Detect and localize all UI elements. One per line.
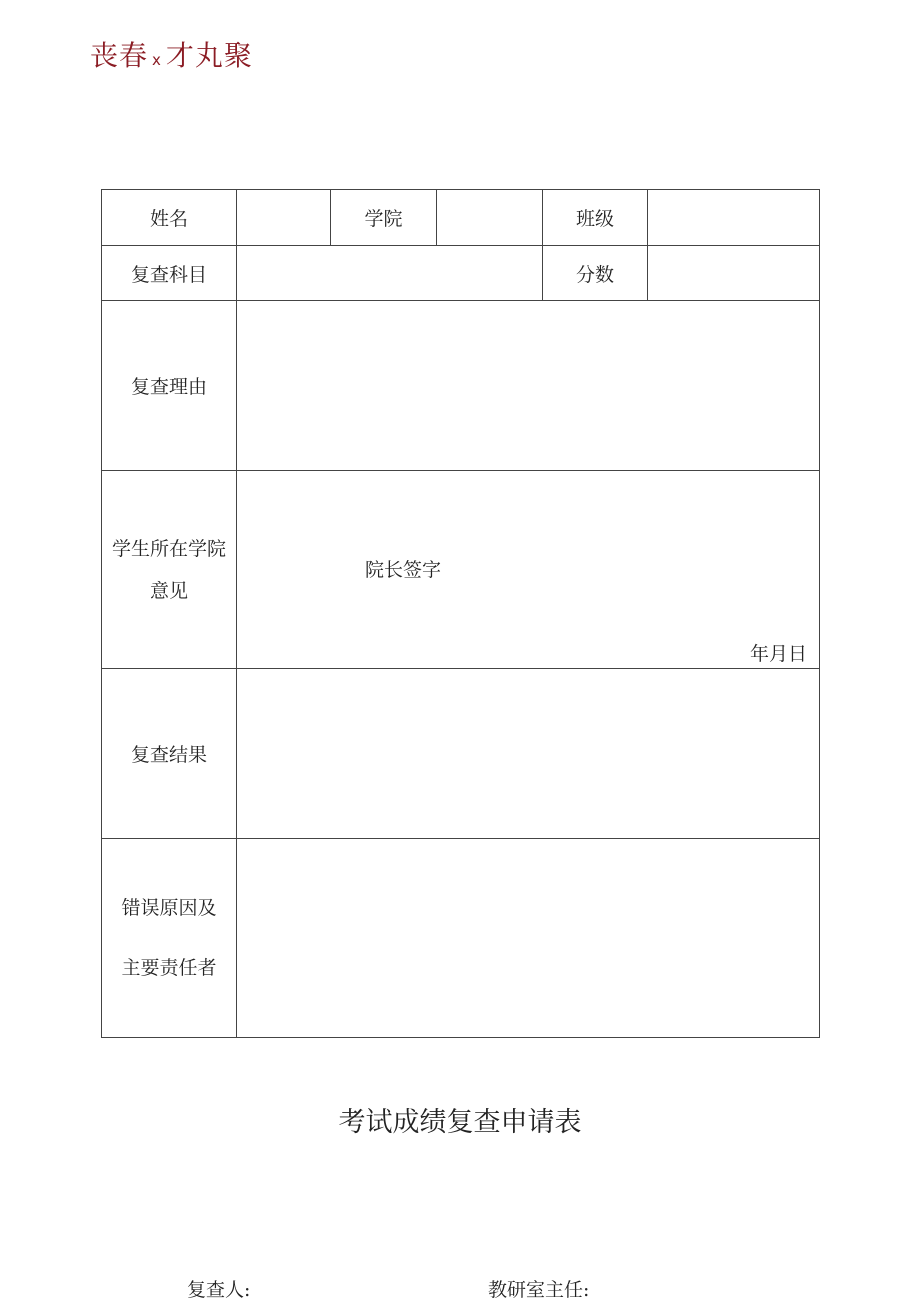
row-error xyxy=(102,839,820,1038)
date-label: 年月日 xyxy=(749,643,807,665)
row-subject xyxy=(102,246,820,301)
score-field[interactable] xyxy=(648,246,820,301)
form-title: 考试成绩复查申请表 xyxy=(338,1107,582,1138)
reviewer-label: 复查人: xyxy=(187,1279,251,1301)
logo-text-mid: x xyxy=(152,51,162,69)
error-field[interactable] xyxy=(237,839,820,1038)
error-label-line2: 主要责任者 xyxy=(121,957,217,979)
row-result xyxy=(102,669,820,839)
opinion-field[interactable] xyxy=(237,471,820,669)
name-field[interactable] xyxy=(237,190,331,246)
class-field[interactable] xyxy=(648,190,820,246)
result-field[interactable] xyxy=(237,669,820,839)
reason-label: 复查理由 xyxy=(102,301,237,471)
name-label: 姓名 xyxy=(102,190,237,246)
opinion-label-line2: 意见 xyxy=(149,579,188,602)
subject-field[interactable] xyxy=(237,246,543,301)
row-basic-info xyxy=(102,190,820,246)
error-label xyxy=(102,839,237,1038)
opinion-label-line1: 学生所在学院 xyxy=(111,537,226,560)
class-label: 班级 xyxy=(543,190,648,246)
dean-sign-label: 院长签字 xyxy=(365,559,442,581)
score-label: 分数 xyxy=(543,246,648,301)
subject-label: 复查科目 xyxy=(102,246,237,301)
college-label: 学院 xyxy=(331,190,437,246)
header-logo xyxy=(90,34,253,74)
opinion-label xyxy=(102,471,237,669)
logo-text-1: 丧春 xyxy=(90,39,149,72)
reason-field[interactable] xyxy=(237,301,820,471)
error-label-line1: 错误原因及 xyxy=(121,897,217,919)
row-opinion xyxy=(102,471,820,669)
college-field[interactable] xyxy=(437,190,543,246)
row-reason xyxy=(102,301,820,471)
logo-text-2: 才丸聚 xyxy=(165,39,253,72)
director-label: 教研室主任: xyxy=(488,1279,590,1301)
application-form-table xyxy=(101,189,820,1038)
result-label: 复查结果 xyxy=(102,669,237,839)
